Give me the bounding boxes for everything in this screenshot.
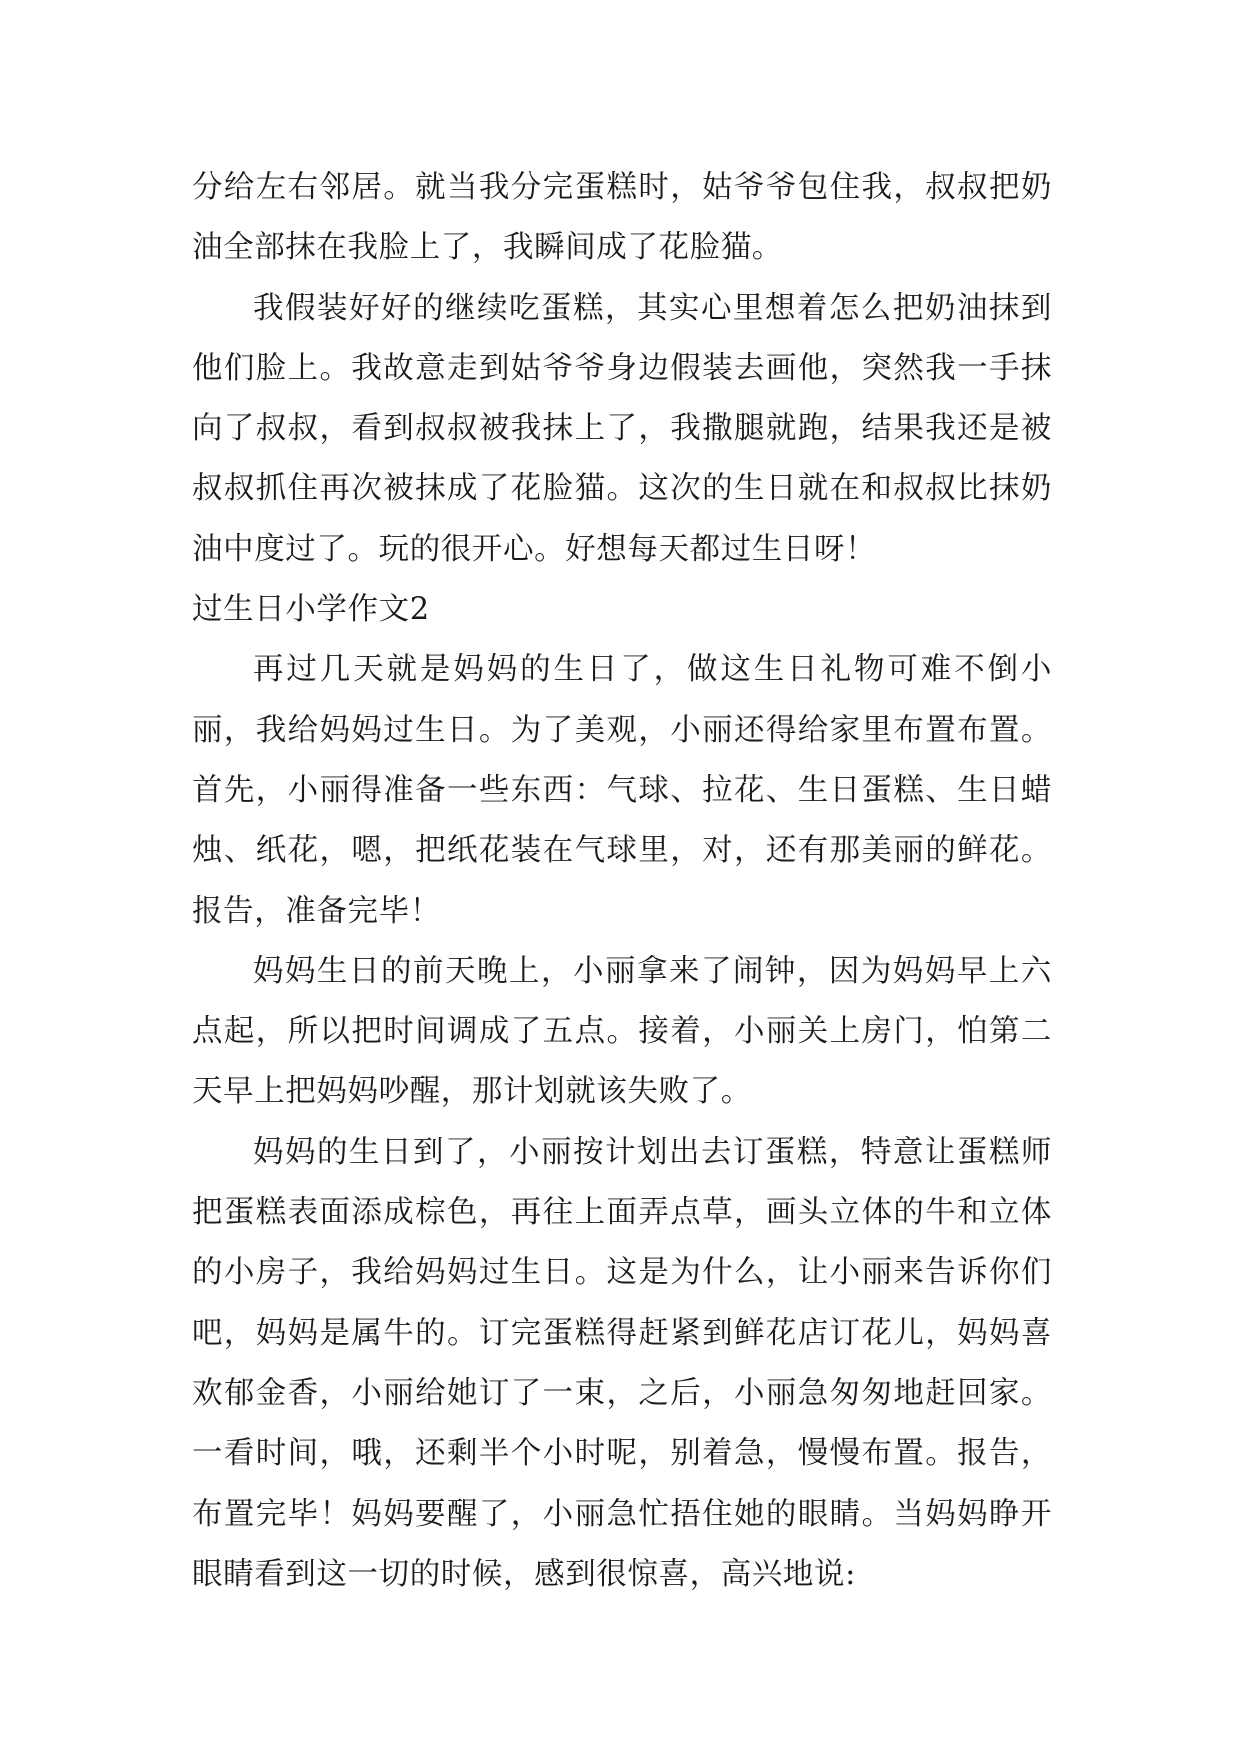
paragraph-1: 分给左右邻居。就当我分完蛋糕时，姑爷爷包住我，叔叔把奶油全部抹在我脸上了，我瞬间成了花脸猫。 <box>192 170 1052 266</box>
paragraph-3: 再过几天就是妈妈的生日了，做这生日礼物可难不倒小丽，我给妈妈过生日。为了美观，小丽还得给家里布置布置。首先，小丽得准备一些东西：气球、拉花、生日蛋糕、生日蜡烛、纸花，嗯，把纸花装在气球里，对，还有那美丽的鲜花。报告，准备完毕！ <box>192 652 1052 929</box>
paragraph-5: 妈妈的生日到了，小丽按计划出去订蛋糕，特意让蛋糕师把蛋糕表面添成棕色，再往上面弄点草，画头立体的牛和立体的小房子，我给妈妈过生日。这是为什么，让小丽来告诉你们吧，妈妈是属牛的。订完蛋糕得赶紧到鲜花店订花儿，妈妈喜欢郁金香，小丽给她订了一束，之后，小丽急匆匆地赶回家。一看时间，哦，还剩半个小时呢，别着急，慢慢布置。报告，布置完毕！妈妈要醒了，小丽急忙捂住她的眼睛。当妈妈睁开眼睛看到这一切的时候，感到很惊喜，高兴地说: <box>192 1134 1052 1592</box>
paragraph-2: 我假装好好的继续吃蛋糕，其实心里想着怎么把奶油抹到他们脸上。我故意走到姑爷爷身边假装去画他，突然我一手抹向了叔叔，看到叔叔被我抹上了，我撒腿就跑，结果我还是被叔叔抓住再次被抹成了花脸猫。这次的生日就在和叔叔比抹奶油中度过了。玩的很开心。好想每天都过生日呀！ <box>192 290 1052 567</box>
section-heading: 过生日小学作文2 <box>192 592 430 628</box>
document-body <box>192 158 1052 1605</box>
paragraph-4: 妈妈生日的前天晚上，小丽拿来了闹钟，因为妈妈早上六点起，所以把时间调成了五点。接着，小丽关上房门，怕第二天早上把妈妈吵醒，那计划就该失败了。 <box>192 953 1052 1110</box>
